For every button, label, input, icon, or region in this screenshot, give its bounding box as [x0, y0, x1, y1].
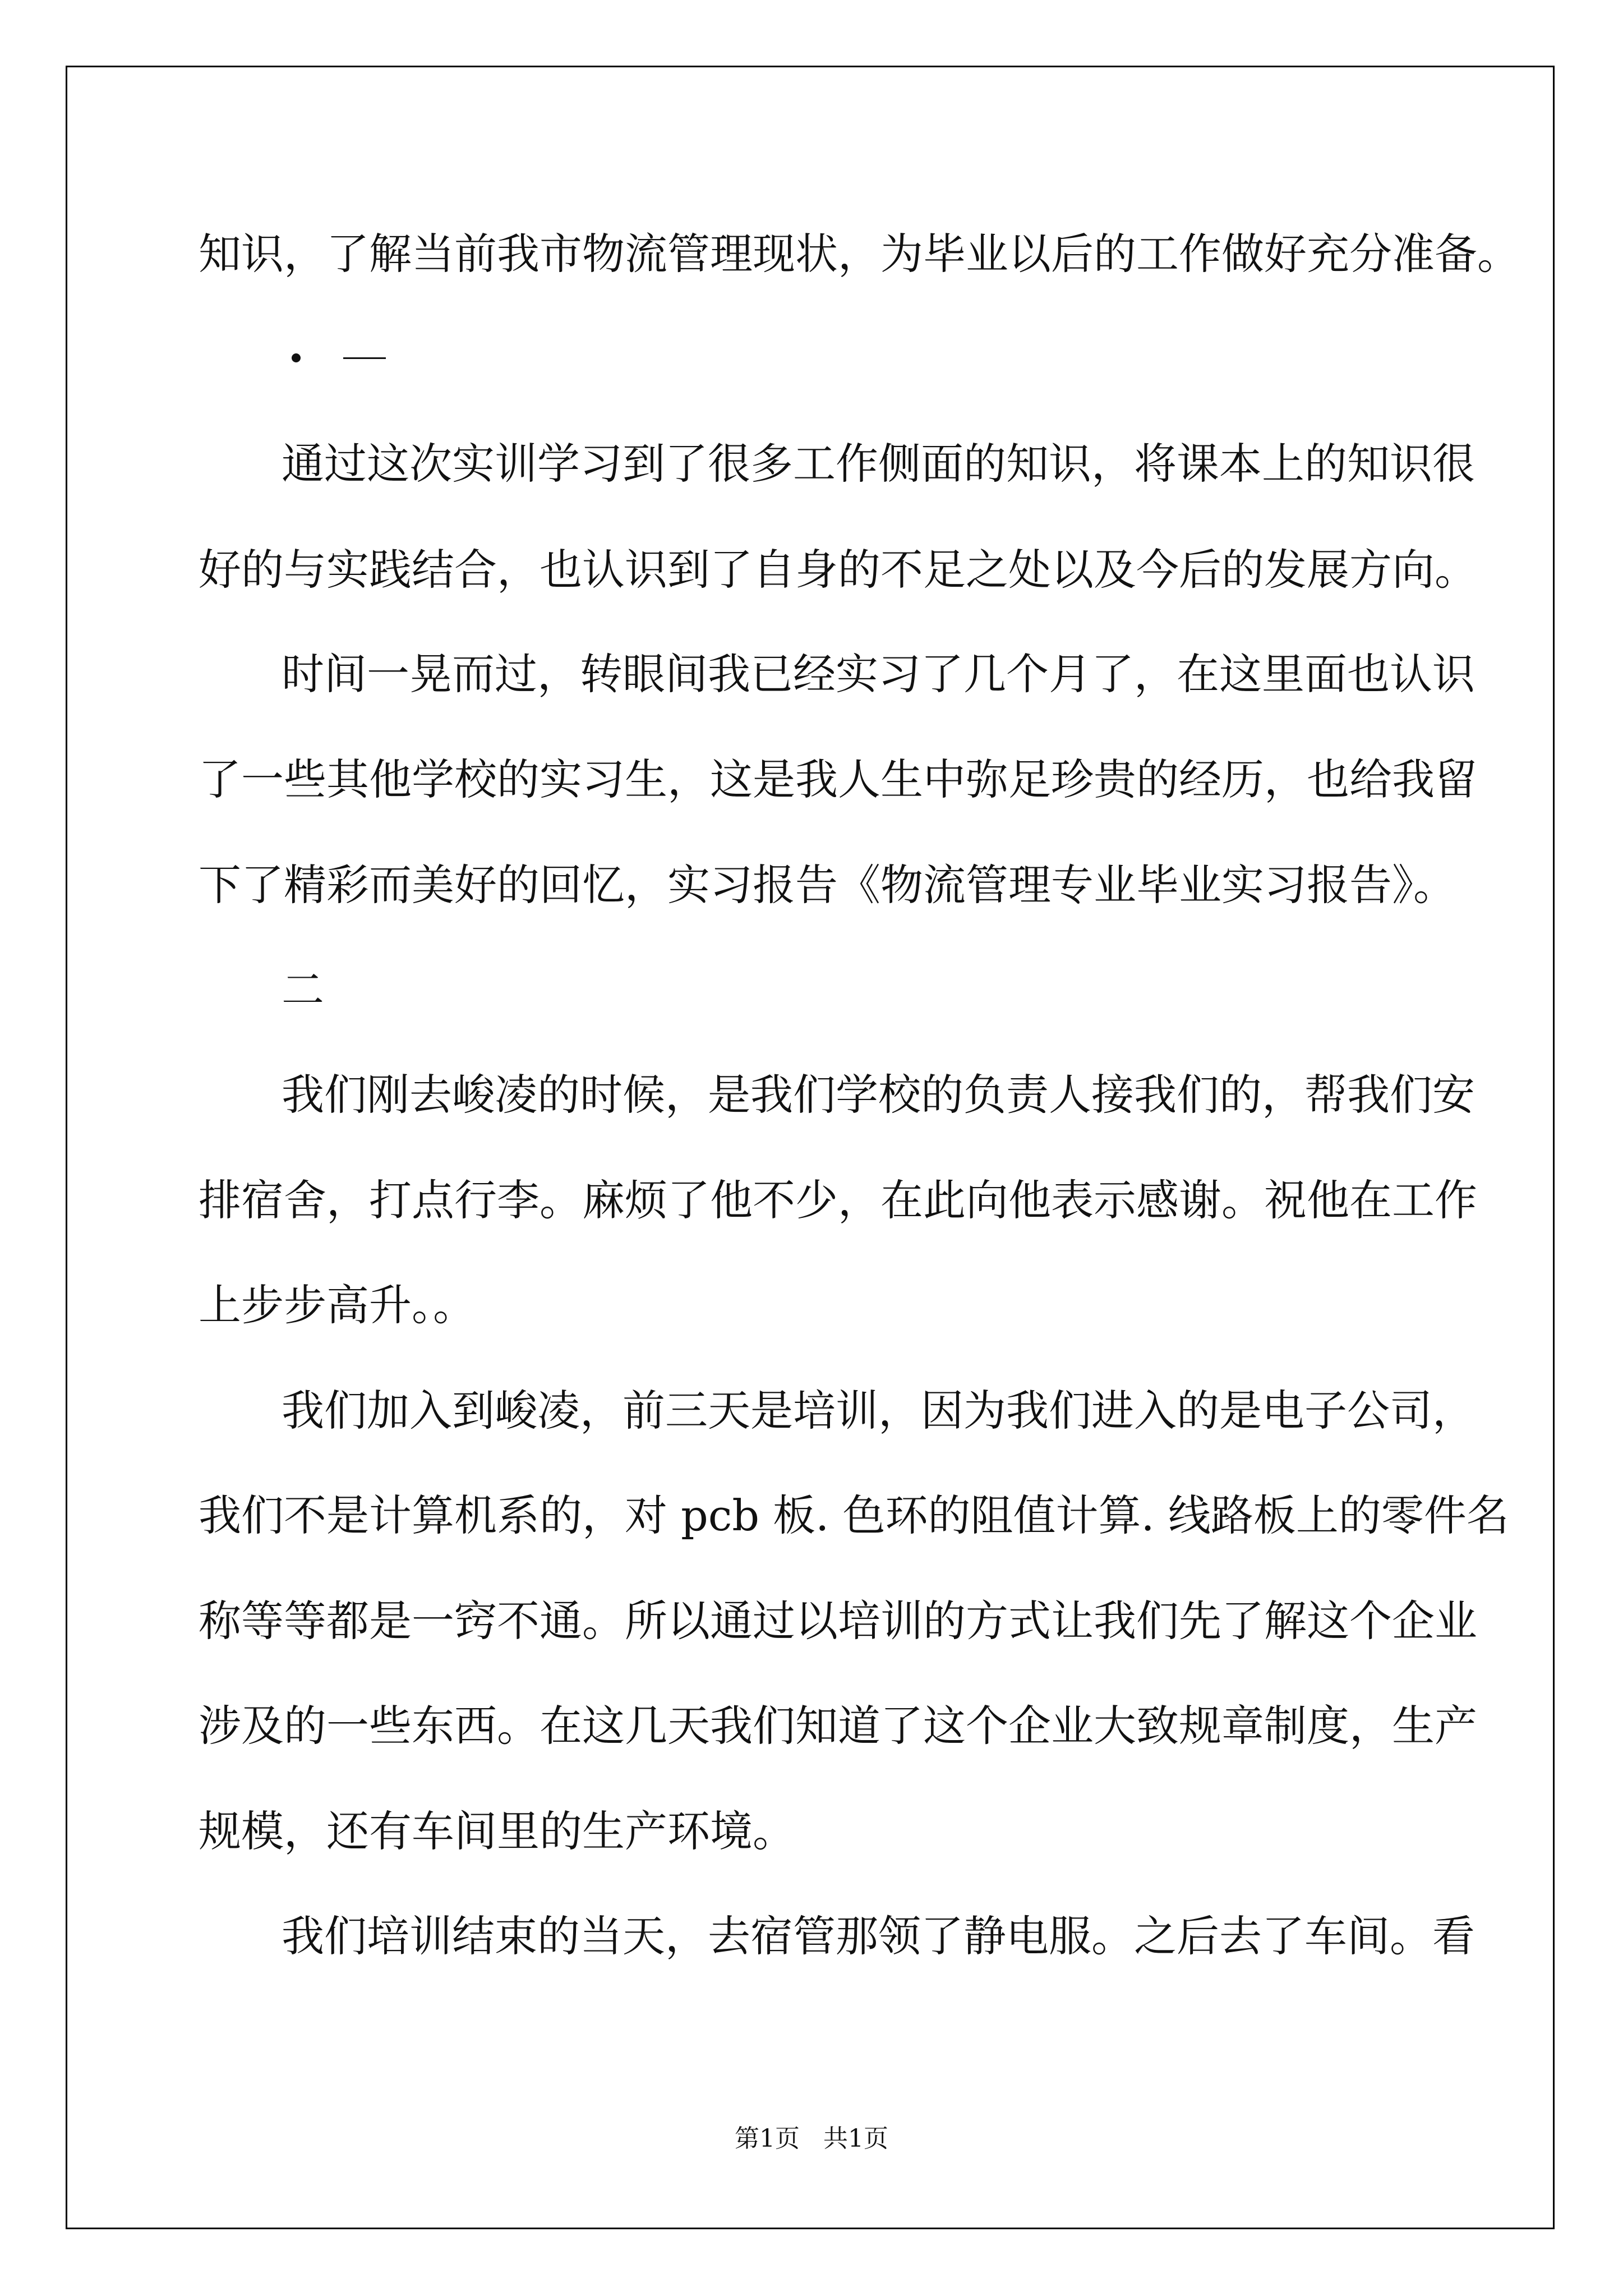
text-line: 知识，了解当前我市物流管理现状，为毕业以后的工作做好充分准备。: [199, 229, 1520, 279]
text-line: 下了精彩而美好的回忆，实习报告《物流管理专业毕业实习报告》。: [199, 860, 1456, 910]
text-line: 上步步高升。。: [199, 1280, 476, 1330]
bullet-item: [292, 330, 386, 386]
text-line: 通过这次实训学习到了很多工作侧面的知识，将课本上的知识很: [282, 439, 1475, 489]
text-line: 我们加入到峻凌，前三天是培训，因为我们进入的是电子公司，: [282, 1386, 1475, 1435]
page-footer: [0, 2122, 1623, 2156]
page-total: 共1页: [823, 2124, 888, 2153]
text-line: 好的与实践结合，也认识到了自身的不足之处以及今后的发展方向。: [199, 545, 1477, 595]
section-number: 二: [282, 965, 324, 1015]
dash-mark: [343, 357, 386, 359]
page-border: [66, 66, 1555, 2229]
text-line: 涉及的一些东西。在这几天我们知道了这个企业大致规章制度，生产: [199, 1701, 1477, 1751]
page-number: 第1页: [735, 2124, 800, 2153]
bullet-icon: [292, 353, 301, 362]
text-line: 我们培训结束的当天，去宿管那领了静电服。之后去了车间。看: [282, 1911, 1475, 1961]
text-line: 我们刚去峻凌的时候，是我们学校的负责人接我们的，帮我们安: [282, 1070, 1475, 1120]
text-line: 排宿舍，打点行李。麻烦了他不少，在此向他表示感谢。祝他在工作: [199, 1175, 1477, 1225]
text-line: 称等等都是一窍不通。所以通过以培训的方式让我们先了解这个企业: [199, 1596, 1477, 1646]
text-line: 时间一晃而过，转眼间我已经实习了几个月了，在这里面也认识: [282, 649, 1475, 699]
text-line: 规模，还有车间里的生产环境。: [199, 1806, 795, 1856]
text-line: 了一些其他学校的实习生，这是我人生中弥足珍贵的经历，也给我留: [199, 754, 1477, 804]
text-line: 我们不是计算机系的，对 pcb 板. 色环的阻值计算. 线路板上的零件名: [199, 1490, 1509, 1540]
